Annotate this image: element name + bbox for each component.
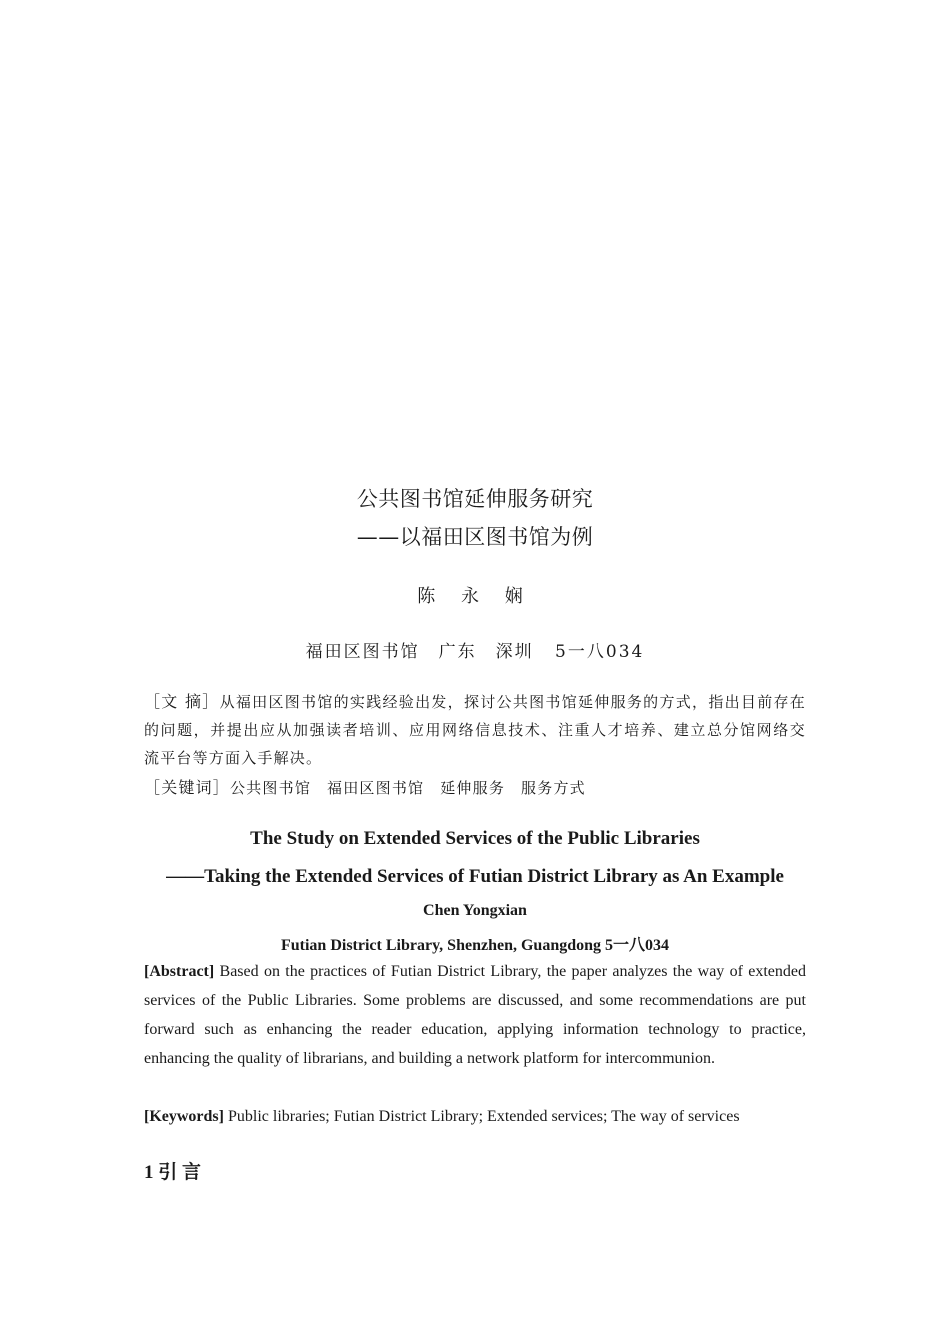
en-abstract-text: Based on the practices of Futian District Library, the paper analyzes the way of extended services of the Public Libraries. Some problems are discussed, and some recommendations are put forward such as enhancing the reader education, applying information technology to practice, enhancing the quality of librarians, and building a network platform for intercommunion. bbox=[144, 963, 807, 1067]
en-keywords-label: [Keywords] bbox=[144, 1108, 224, 1125]
cn-keywords-label: ［关键词］ bbox=[144, 778, 231, 797]
en-abstract bbox=[144, 957, 806, 1073]
en-keywords bbox=[144, 1102, 806, 1131]
cn-keyword-item: 公共图书馆 bbox=[230, 779, 312, 797]
en-abstract-label: [Abstract] bbox=[144, 963, 215, 980]
en-affiliation: Futian District Library, Shenzhen, Guangdong 5一八034 bbox=[280, 937, 670, 954]
cn-abstract-text: 从福田区图书馆的实践经验出发，探讨公共图书馆延伸服务的方式，指出目前存在的问题，并提出应从加强读者培训、应用网络信息技术、注重人才培养、建立总分馆网络交流平台等方面入手解决。 bbox=[144, 693, 806, 767]
en-title-subtitle: ——Taking the Extended Services of Futian District Library as An Example bbox=[166, 866, 784, 887]
cn-author: 陈 永 娴 bbox=[417, 586, 533, 607]
cn-keyword-item: 延伸服务 bbox=[440, 779, 506, 797]
cn-title-subtitle: ——以福田区图书馆为例 bbox=[356, 525, 594, 549]
cn-abstract-label: ［文 摘］ bbox=[144, 692, 220, 711]
cn-affiliation: 福田区图书馆 广东 深圳 5一八034 bbox=[305, 642, 645, 662]
cn-title-main: 公共图书馆延伸服务研究 bbox=[356, 487, 594, 511]
en-author: Chen Yongxian bbox=[423, 902, 527, 919]
cn-keyword-item: 福田区图书馆 bbox=[327, 779, 425, 797]
cn-abstract bbox=[144, 688, 806, 772]
en-keywords-text: Public libraries; Futian District Library; Extended services; The way of services bbox=[227, 1108, 740, 1125]
section-heading-introduction: 1 引 言 bbox=[144, 1162, 202, 1183]
en-title-main: The Study on Extended Services of the Public Libraries bbox=[250, 828, 700, 849]
cn-keyword-item: 服务方式 bbox=[521, 779, 586, 797]
cn-keywords bbox=[144, 774, 806, 802]
